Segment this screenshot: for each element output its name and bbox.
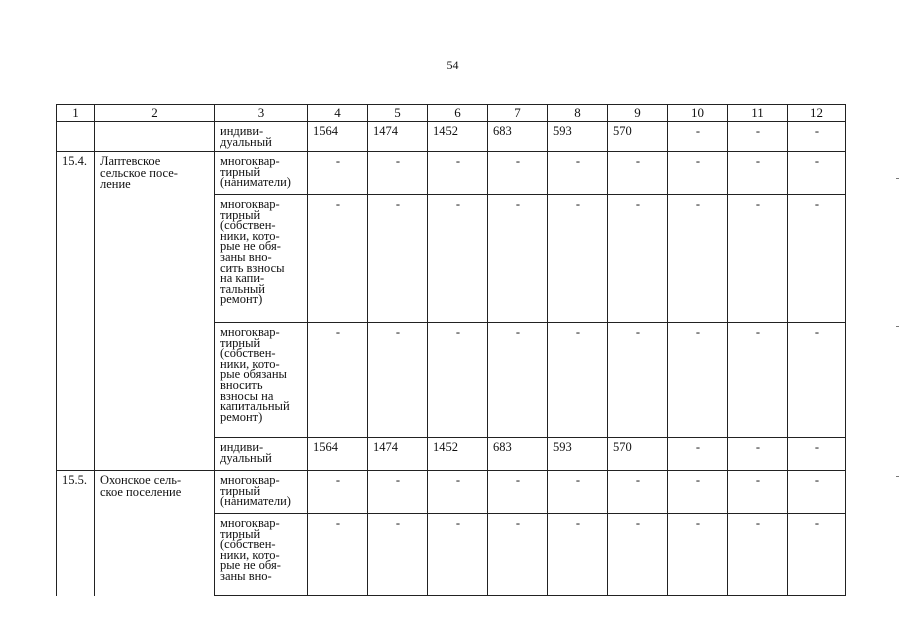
value-cell: - xyxy=(668,471,728,514)
value-cell: - xyxy=(548,323,608,438)
value-cell: - xyxy=(368,471,428,514)
value-cell: - xyxy=(428,152,488,195)
value-cell: 593 xyxy=(548,438,608,471)
table-row xyxy=(57,471,846,514)
margin-mark xyxy=(896,326,899,327)
column-header-8: 8 xyxy=(548,105,608,122)
value-cell: - xyxy=(668,514,728,596)
settlement-name: Лаптевское сельское посе- ление xyxy=(95,152,215,471)
page-number: 54 xyxy=(446,58,459,72)
value-cell: - xyxy=(608,514,668,596)
value-cell: - xyxy=(308,471,368,514)
value-cell: - xyxy=(428,514,488,596)
value-cell: - xyxy=(548,195,608,323)
value-cell: - xyxy=(428,323,488,438)
value-cell: - xyxy=(788,514,846,596)
value-cell: - xyxy=(308,152,368,195)
table-row xyxy=(57,152,846,195)
value-cell: - xyxy=(788,195,846,323)
value-cell: - xyxy=(668,438,728,471)
value-cell: - xyxy=(548,514,608,596)
row-number: 15.5. xyxy=(57,471,95,596)
housing-type: индиви- дуальный xyxy=(215,438,308,471)
value-cell: - xyxy=(488,152,548,195)
column-header-11: 11 xyxy=(728,105,788,122)
column-header-4: 4 xyxy=(308,105,368,122)
value-cell: - xyxy=(608,195,668,323)
column-header-10: 10 xyxy=(668,105,728,122)
value-cell: - xyxy=(488,514,548,596)
value-cell: - xyxy=(488,471,548,514)
value-cell: 1452 xyxy=(428,438,488,471)
value-cell: 593 xyxy=(548,122,608,152)
value-cell: - xyxy=(488,323,548,438)
value-cell: - xyxy=(488,195,548,323)
housing-type: многоквар- тирный (наниматели) xyxy=(215,152,308,195)
value-cell: - xyxy=(728,323,788,438)
value-cell: - xyxy=(308,195,368,323)
value-cell: - xyxy=(428,471,488,514)
value-cell: - xyxy=(728,471,788,514)
value-cell: - xyxy=(308,323,368,438)
margin-mark xyxy=(896,476,899,477)
value-cell: - xyxy=(728,122,788,152)
value-cell: - xyxy=(608,471,668,514)
column-header-3: 3 xyxy=(215,105,308,122)
value-cell: 570 xyxy=(608,122,668,152)
column-header-5: 5 xyxy=(368,105,428,122)
value-cell: 1474 xyxy=(368,122,428,152)
value-cell: - xyxy=(608,152,668,195)
value-cell: - xyxy=(668,122,728,152)
value-cell: - xyxy=(728,152,788,195)
column-header-2: 2 xyxy=(95,105,215,122)
row-number: 15.4. xyxy=(57,152,95,471)
value-cell: 1564 xyxy=(308,122,368,152)
value-cell: - xyxy=(548,471,608,514)
column-header-7: 7 xyxy=(488,105,548,122)
value-cell: - xyxy=(788,323,846,438)
column-header-1: 1 xyxy=(57,105,95,122)
value-cell: - xyxy=(308,514,368,596)
value-cell: 1564 xyxy=(308,438,368,471)
value-cell: - xyxy=(428,195,488,323)
value-cell: 570 xyxy=(608,438,668,471)
housing-type: многоквар- тирный (собствен- ники, кото- рые обязаны вносить взносы на капитальный ремонт) xyxy=(215,323,308,438)
table-row xyxy=(57,122,846,152)
value-cell: - xyxy=(788,471,846,514)
value-cell: - xyxy=(788,438,846,471)
value-cell: - xyxy=(368,514,428,596)
housing-type: индиви- дуальный xyxy=(215,122,308,152)
table-header-row xyxy=(57,105,846,122)
value-cell: 1452 xyxy=(428,122,488,152)
value-cell: - xyxy=(788,122,846,152)
value-cell: - xyxy=(668,195,728,323)
column-header-12: 12 xyxy=(788,105,846,122)
column-header-9: 9 xyxy=(608,105,668,122)
value-cell: - xyxy=(548,152,608,195)
value-cell: - xyxy=(608,323,668,438)
margin-mark xyxy=(896,178,899,179)
housing-type: многоквар- тирный (собствен- ники, кото- рые не обя- заны вно- сить взносы на капи- тальный ремонт) xyxy=(215,195,308,323)
value-cell: - xyxy=(368,323,428,438)
tariff-table xyxy=(56,104,846,596)
settlement-name xyxy=(95,122,215,152)
value-cell: - xyxy=(368,152,428,195)
housing-type: многоквар- тирный (наниматели) xyxy=(215,471,308,514)
value-cell: - xyxy=(728,438,788,471)
value-cell: 1474 xyxy=(368,438,428,471)
value-cell: - xyxy=(788,152,846,195)
value-cell: 683 xyxy=(488,438,548,471)
value-cell: - xyxy=(668,152,728,195)
housing-type: многоквар- тирный (собствен- ники, кото- рые не обя- заны вно- xyxy=(215,514,308,596)
row-number xyxy=(57,122,95,152)
value-cell: - xyxy=(728,195,788,323)
value-cell: - xyxy=(668,323,728,438)
value-cell: 683 xyxy=(488,122,548,152)
column-header-6: 6 xyxy=(428,105,488,122)
settlement-name: Охонское сель- ское поселение xyxy=(95,471,215,596)
value-cell: - xyxy=(728,514,788,596)
value-cell: - xyxy=(368,195,428,323)
